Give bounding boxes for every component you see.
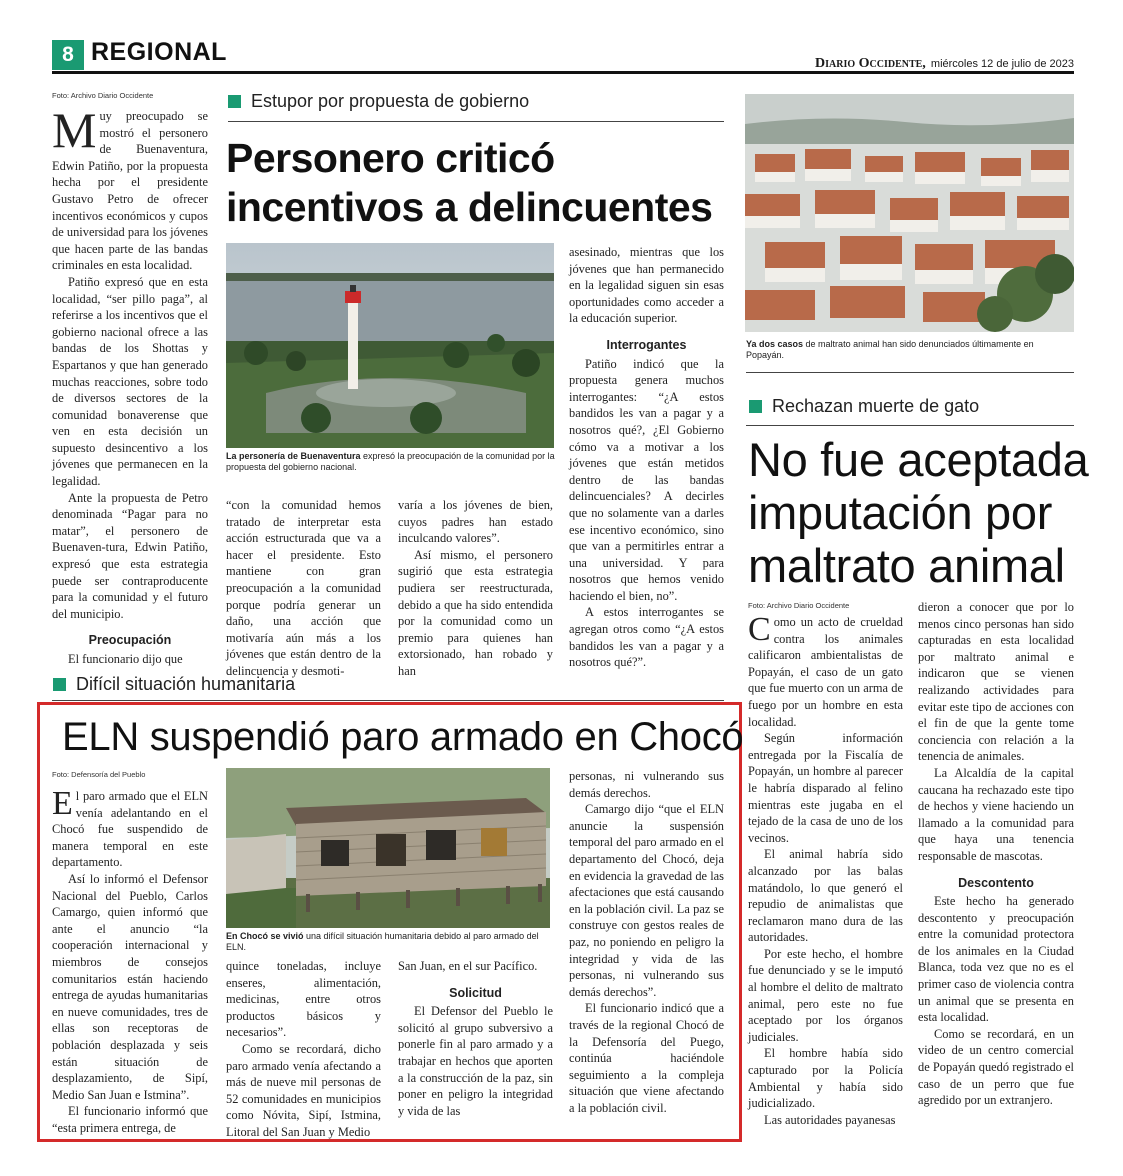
story1-column-2 — [226, 497, 381, 680]
story3-kicker-rule — [52, 700, 724, 701]
story2-col1-p5: El hombre había sido capturado por la Policía Ambiental y había sido judicializado. — [748, 1046, 903, 1111]
story1-headline-line1: Personero criticó — [226, 135, 555, 181]
story3-col3-p2: El Defensor del Pueblo le solicitó al grupo subversivo a ponerle fin al paro armado y a trabajar en hechos que aporten a la construcción de la paz, sin poner en peligro la integridad y vida de las — [398, 1004, 553, 1118]
story1-column-4 — [569, 244, 724, 671]
story3-col4-p3: El funcionario indicó que a través de la regional Chocó de la Defensoría del Puego, continúa haciéndole seguimiento a la compleja situación que viene afectando a la población civil. — [569, 1001, 724, 1115]
story3-headline: ELN suspendió paro armado en Chocó — [62, 715, 744, 759]
story2-caption-rest: de maltrato animal han sido denunciados últimamente en Popayán. — [746, 339, 1034, 360]
story1-headline — [226, 134, 713, 232]
paper-name: Diario Occidente, — [815, 56, 926, 71]
story1-headline-line2: incentivos a delincuentes — [226, 184, 713, 230]
story2-kicker-text: Rechazan muerte de gato — [772, 396, 980, 416]
story1-caption — [226, 451, 556, 473]
issue-date: miércoles 12 de julio de 2023 — [930, 58, 1074, 70]
story2-kicker-rule — [746, 425, 1074, 426]
story3-column-3 — [398, 958, 553, 1119]
story2-column-2 — [918, 599, 1074, 1109]
story2-drop-cap: C — [748, 611, 771, 648]
story1-caption-rest: expresó la preocupación de la comunidad por la propuesta del gobierno nacional. — [226, 451, 555, 472]
story2-col1-p1 — [748, 611, 903, 730]
story1-col1-p3: Ante la propuesta de Petro denominada “Pagar para no matar”, el personero de Buenaven-tura, Edwin Patiño, expresó que esta estrategia puede ser contraproducente para la comunidad y el futuro del municipio. — [52, 490, 208, 621]
buenaventura-photo-image — [226, 243, 554, 448]
story2-col1-p3: El animal habría sido alcanzado por las balas matándolo, lo que generó el repudio de animalistas que reclamaron mano dura de las autoridades. — [748, 847, 903, 945]
story1-drop-cap: M — [52, 102, 97, 158]
story2-headline-line1: No fue aceptada — [748, 433, 1089, 486]
story2-caption-bold: Ya dos casos — [746, 339, 804, 349]
page-number: 8 — [62, 43, 74, 66]
story1-subhead-interrogantes: Interrogantes — [606, 337, 687, 352]
story2-headline-line2: imputación por — [748, 486, 1053, 539]
story1-photo-credit: Foto: Archivo Diario Occidente — [52, 91, 154, 100]
story2-photo — [745, 94, 1074, 332]
story2-caption — [746, 339, 1074, 361]
story1-col2-p1: “con la comunidad hemos tratado de interpretar esta acción estructurada que va a hacer el presidente. Esto mantiene con gran preocupación a la comunidad porque podría generar un daño, una acción que motivaría aún más a los jóvenes que están dentro de la delincuencia y desmoti- — [226, 498, 381, 678]
story1-column-1 — [52, 102, 208, 668]
story1-col4-p2: Patiño indicó que la propuesta genera muchos interrogantes: “¿A estos bandidos les van a pagar y a nosotros qué?, ¿El Gobierno cómo va a motivar a los jóvenes que están metidos dentro de las bandas delincuenciales? A decirles que no solamente van a darles ese incentivo económico, sino que van a permitirles entrar a una universidad. Y para nosotros que hemos venido haciendo el bien, no”. — [569, 356, 724, 603]
story3-col4-p1: personas, ni vulnerando sus demás derechos. — [569, 769, 724, 800]
header-rule — [52, 71, 1074, 74]
story3-caption-bold: En Chocó se vivió — [226, 931, 304, 941]
story2-col2-p1: dieron a conocer que por lo menos cinco personas han sido capturadas en esta localidad por maltrato animal e indicaron que se vienen realizando actividades para evitar este tipo de acciones con el fin de que la gente tome conciencia con relación a la tenencia de animales. — [918, 600, 1074, 764]
story2-col1-p1-text: omo un acto de crueldad contra los animales calificaron ambientalistas de Popayán, el caso de un gato que fue muerto con un arma de fuego por un hombre en esta localidad. — [748, 615, 903, 729]
story3-column-4 — [569, 768, 724, 1116]
kicker-square-icon — [53, 678, 66, 691]
section-title: REGIONAL — [91, 38, 227, 66]
story1-kicker-text: Estupor por propuesta de gobierno — [251, 91, 530, 111]
story2-headline — [748, 433, 1088, 592]
story2-caption-rule — [746, 372, 1074, 373]
story2-col2-p2: La Alcaldía de la capital caucana ha rechazado este tipo de hechos y viene haciendo un llamado a la comunidad para que haya una tenencia responsable de mascotas. — [918, 765, 1074, 863]
story2-col2-p4: Como se recordará, en un video de un centro comercial de Popayán quedó registrado el caso de un perro que fue agredido por un extranjero. — [918, 1026, 1074, 1108]
story3-caption-rest: una difícil situación humanitaria debido al paro armado del ELN. — [226, 931, 539, 952]
story3-col1-p3: El funcionario informó que “esta primera entrega, de — [52, 1104, 208, 1135]
story3-col1-p1 — [52, 785, 208, 871]
story3-caption — [226, 931, 556, 953]
header-dateline — [700, 52, 1074, 72]
story1-caption-bold: La personería de Buenaventura — [226, 451, 361, 461]
story2-col2-p3: Este hecho ha generado descontento y preocupación entre la comunidad protectora de los animales en la Ciudad Blanca, toda vez que no es el primer caso de violencia contra un animal que se presenta en esta localidad. — [918, 894, 1074, 1025]
story3-column-1 — [52, 785, 208, 1136]
story1-subhead-preocupacion: Preocupación — [88, 633, 172, 648]
story2-column-1 — [748, 611, 903, 1128]
kicker-square-icon — [749, 400, 762, 413]
story1-col3-p2: Así mismo, el personero sugirió que esta estrategia pudiera ser reestructurada, debido a que ha sido entendida por la comunidad como un premio para quienes han extorsionado, han robado y han — [398, 547, 553, 678]
story3-column-2 — [226, 958, 381, 1141]
story3-col2-p1: quince toneladas, incluye enseres, alimentación, medicinas, entre otros productos básicos y necesarios”. — [226, 959, 381, 1040]
story3-col2-p2: Como se recordará, dicho paro armado venía afectando a más de nueve mil personas de 52 comunidades en municipios como Nóvita, Sipí, Istmina, Litoral del San Juan y Medio — [226, 1041, 381, 1139]
popayan-rooftops-image — [745, 94, 1074, 332]
story2-col1-p6: Las autoridades payanesas — [764, 1112, 896, 1127]
story1-col1-p2: Patiño expresó que en esta localidad, “ser pillo paga”, al referirse a los incentivos que el gobierno nacional ofrece a las bandas de los Shottas y Espartanos y que han generado muchas reacciones, sobre todo de diversos sectores de la comunidad bonaverense que ven en esta decisión un supuesto desincentivo a los jóvenes que permanecen en la legalidad. — [52, 274, 208, 489]
story3-col3-p1: San Juan, en el sur Pacífico. — [398, 959, 538, 973]
story3-col1-p2: Así lo informó el Defensor Nacional del Pueblo, Carlos Camargo, quien informó que ante el anuncio “la cooperación internacional y miembros de consejos comunitarios están haciendo entrega de ayudas humanitarias en nueve comunidades, tres de ellas son receptoras de población desplazada y seis están situación de desplazamiento, de Sipí, Medio San Juan e Istmina”. — [52, 871, 208, 1102]
story3-kicker — [53, 674, 295, 695]
story1-col1-p4: El funcionario dijo que — [68, 652, 183, 666]
story1-col4-p1: asesinado, mientras que los jóvenes que han permanecido en la legalidad siguen sin esas oportunidades como acceder a la educación superior. — [569, 245, 724, 326]
kicker-square-icon — [228, 95, 241, 108]
story3-photo — [226, 768, 550, 928]
story1-column-3 — [398, 497, 553, 680]
story3-subhead-solicitud: Solicitud — [449, 985, 502, 1000]
story1-col4-p3: A estos interrogantes se agregan otros como “¿A estos bandidos les van a pagar y a nosotros qué?”. — [569, 605, 724, 670]
story2-subhead-descontento: Descontento — [958, 875, 1034, 890]
story3-col1-p1-text: l paro armado que el ELN venía adelantando en el Chocó fue suspendido de manera temporal en este departamento. — [52, 789, 208, 870]
story3-photo-credit: Foto: Defensoría del Pueblo — [52, 770, 146, 779]
story2-col1-p2: Según información entregada por la Fiscalía de Popayán, un hombre al parecer le habría disparado al felino mientras este jugaba en el tejado de la casa de uno de los vecinos. — [748, 731, 903, 845]
story1-kicker — [228, 91, 529, 112]
story1-col3-p1: varía a los jóvenes de bien, cuyos padres han estado inculcando valores”. — [398, 498, 553, 546]
story2-col1-p4: Por este hecho, el hombre fue denunciado y se le imputó al hombre el delito de maltrato animal, pero este no fue aceptado por los órganos judiciales. — [748, 946, 903, 1044]
story1-col1-p1-text: uy preocupado se mostró el personero de Buenaventura, Edwin Patiño, por la propuesta hecha por el presidente Gustavo Petro de ofrecer incentivos económicos y cupos de universidad para los jóvenes que hacen parte de las bandas criminales en esta localidad. — [52, 109, 208, 273]
choco-house-image — [226, 768, 550, 928]
story3-drop-cap: E — [52, 785, 73, 822]
story2-photo-credit: Foto: Archivo Diario Occidente — [748, 601, 850, 610]
story1-photo — [226, 243, 554, 448]
story3-kicker-text: Difícil situación humanitaria — [76, 674, 296, 694]
story1-col1-p1 — [52, 102, 208, 274]
story1-kicker-rule — [228, 121, 724, 122]
story2-headline-line3: maltrato animal — [748, 539, 1065, 592]
story3-col4-p2: Camargo dijo “que el ELN anuncie la suspensión temporal del paro armado en el departamento del Chocó, deja en evidencia la gravedad de las afectaciones que está causando en la población civil. La paz se construye con gestos reales de paz, no poniendo en peligro la integridad y vida de las personas, ni vulnerando sus demás derechos”. — [569, 802, 724, 999]
story2-kicker — [749, 396, 979, 417]
